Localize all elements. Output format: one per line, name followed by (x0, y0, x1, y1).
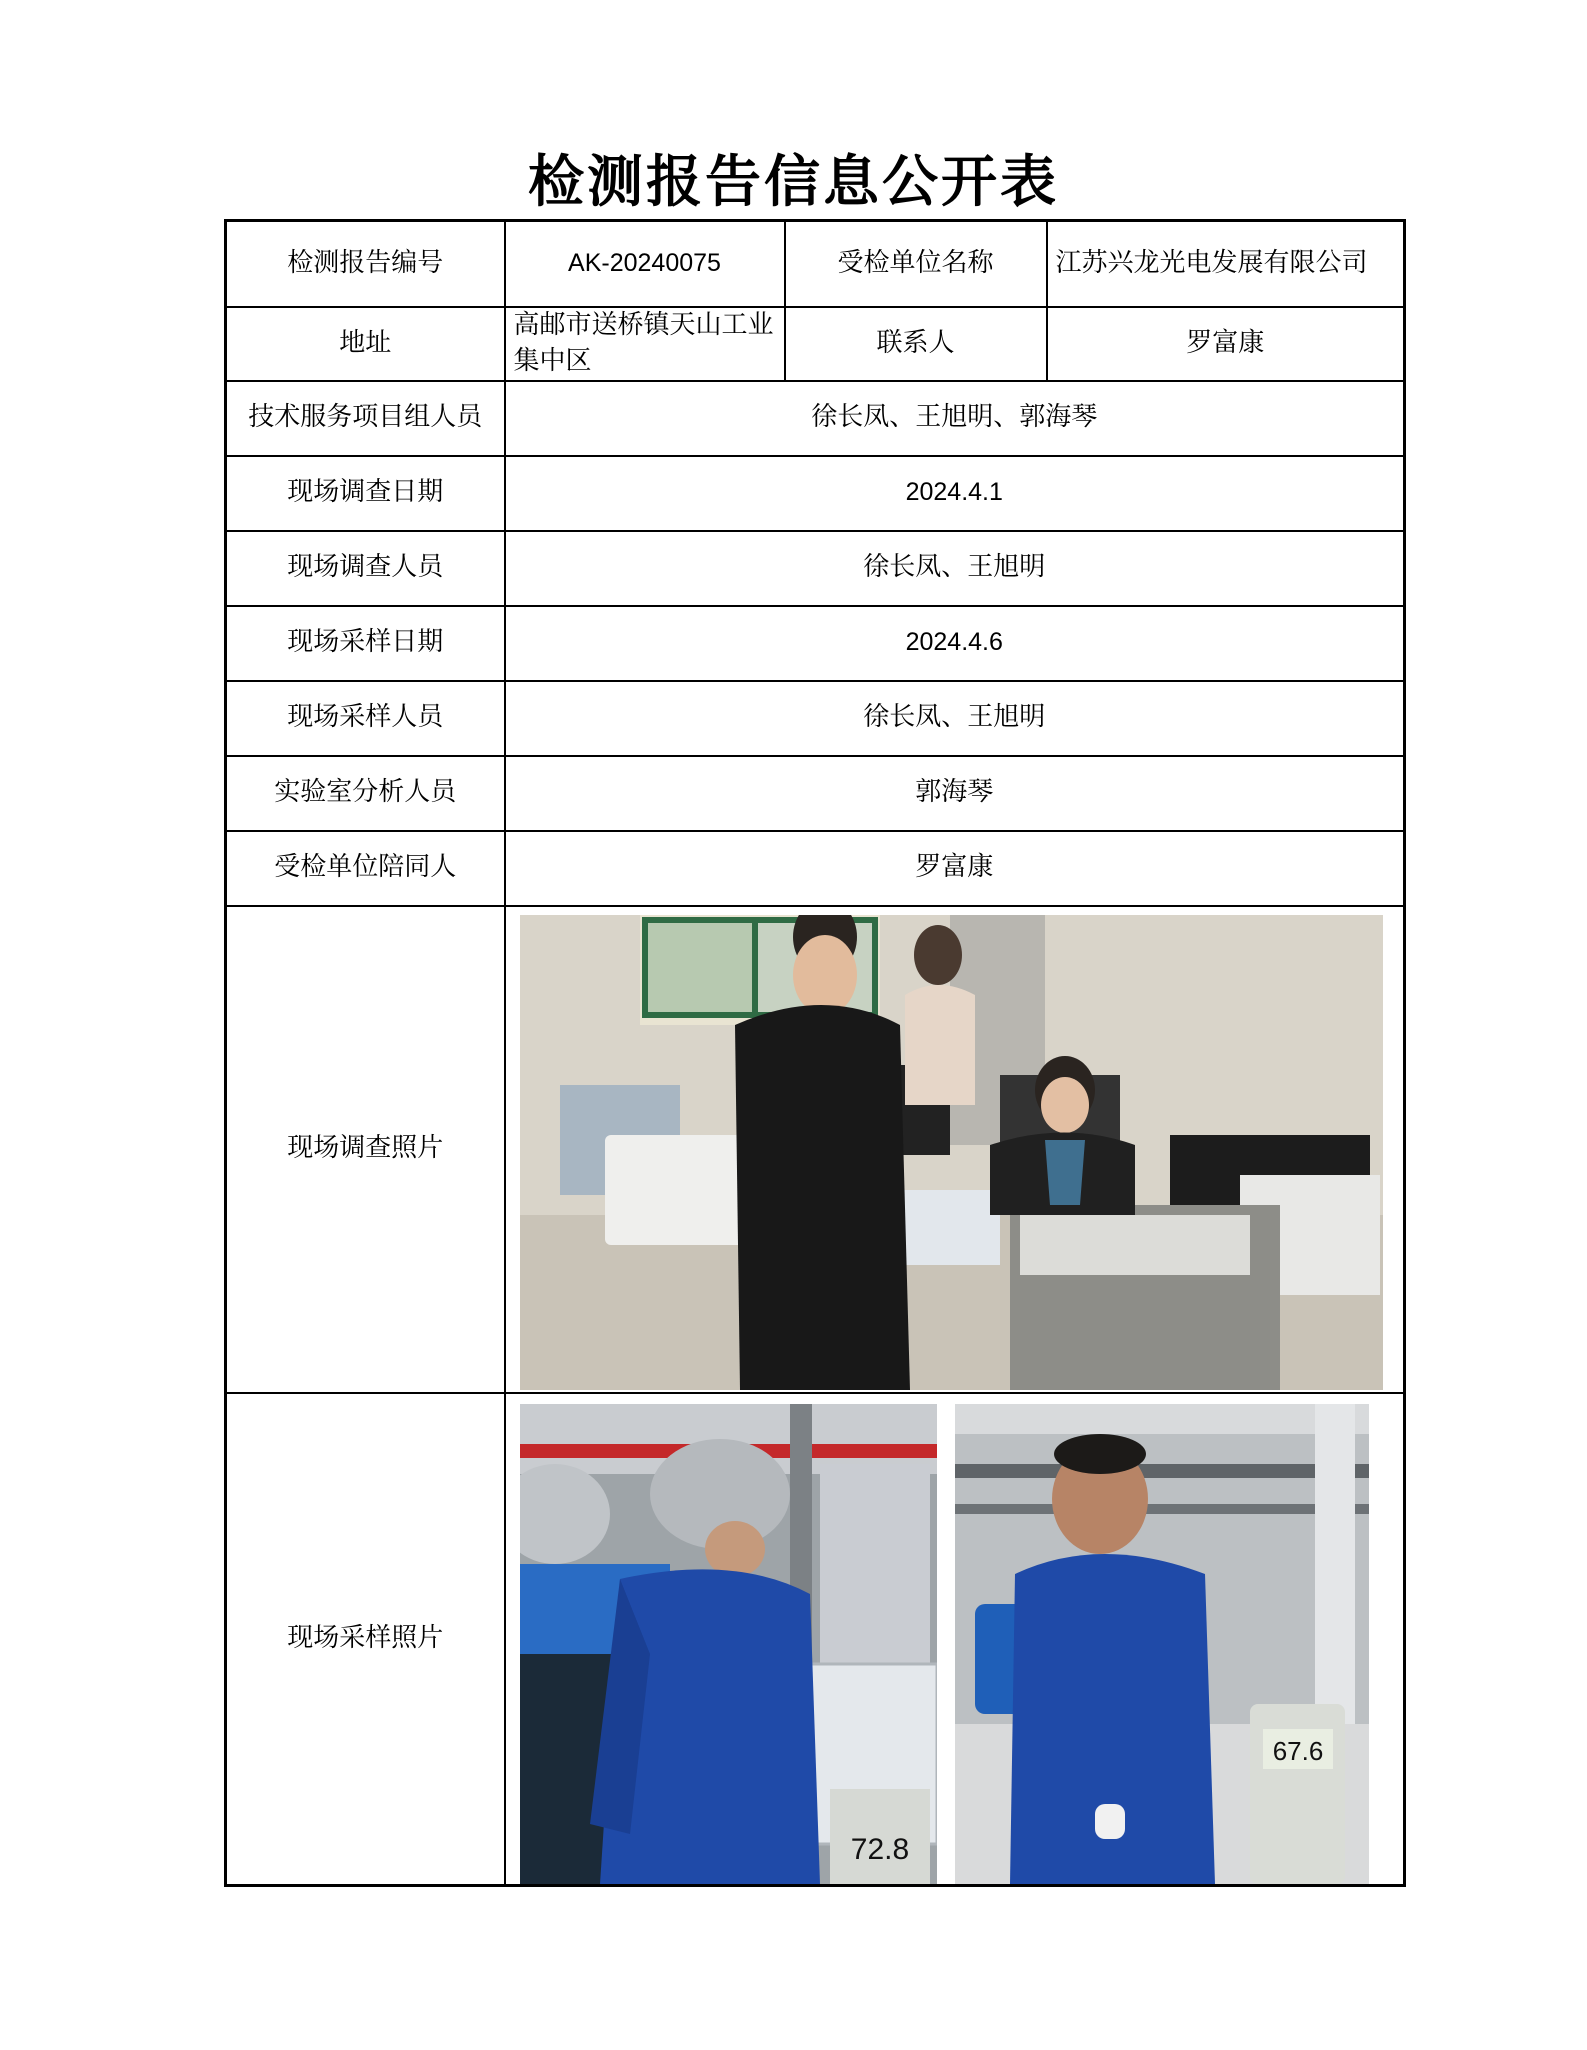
sampling-photo-tanks (520, 1404, 937, 1884)
sound-meter-reading: 67.6 (1272, 1735, 1323, 1766)
sampling-photo-cell (505, 1393, 1405, 1886)
sampling-date-value: 2024.4.6 (505, 606, 1405, 681)
survey-date-value: 2024.4.1 (505, 456, 1405, 531)
report-info-table (224, 219, 1406, 1887)
address-label: 地址 (226, 307, 505, 381)
contact-label: 联系人 (785, 307, 1047, 381)
sampling-photo-worker (955, 1404, 1369, 1884)
unit-name-value: 江苏兴龙光电发展有限公司 (1047, 221, 1405, 307)
table-row (226, 756, 1405, 831)
survey-photo-label: 现场调查照片 (226, 906, 505, 1393)
report-no-value: AK-20240075 (505, 221, 785, 307)
report-no-label: 检测报告编号 (226, 221, 505, 307)
table-row (226, 221, 1405, 307)
survey-staff-value: 徐长凤、王旭明 (505, 531, 1405, 606)
table-row (226, 906, 1405, 1393)
unit-name-label: 受检单位名称 (785, 221, 1047, 307)
office-survey-photo (520, 915, 1383, 1390)
sampling-staff-value: 徐长凤、王旭明 (505, 681, 1405, 756)
team-label: 技术服务项目组人员 (226, 381, 505, 456)
table-row (226, 681, 1405, 756)
escort-value: 罗富康 (505, 831, 1405, 906)
lab-staff-value: 郭海琴 (505, 756, 1405, 831)
sampling-staff-label: 现场采样人员 (226, 681, 505, 756)
survey-date-label: 现场调查日期 (226, 456, 505, 531)
sound-meter-reading: 72.8 (850, 1832, 909, 1866)
contact-value: 罗富康 (1047, 307, 1405, 381)
sampling-photo-label: 现场采样照片 (226, 1393, 505, 1886)
table-row (226, 307, 1405, 381)
table-row (226, 381, 1405, 456)
lab-staff-label: 实验室分析人员 (226, 756, 505, 831)
table-row (226, 456, 1405, 531)
table-row (226, 1393, 1405, 1886)
table-row (226, 531, 1405, 606)
table-row (226, 606, 1405, 681)
team-value: 徐长凤、王旭明、郭海琴 (505, 381, 1405, 456)
sampling-date-label: 现场采样日期 (226, 606, 505, 681)
address-value: 高邮市送桥镇天山工业集中区 (505, 307, 785, 381)
survey-photo-cell (505, 906, 1405, 1393)
survey-staff-label: 现场调查人员 (226, 531, 505, 606)
page-title: 检测报告信息公开表 (528, 149, 1059, 215)
escort-label: 受检单位陪同人 (226, 831, 505, 906)
table-row (226, 831, 1405, 906)
